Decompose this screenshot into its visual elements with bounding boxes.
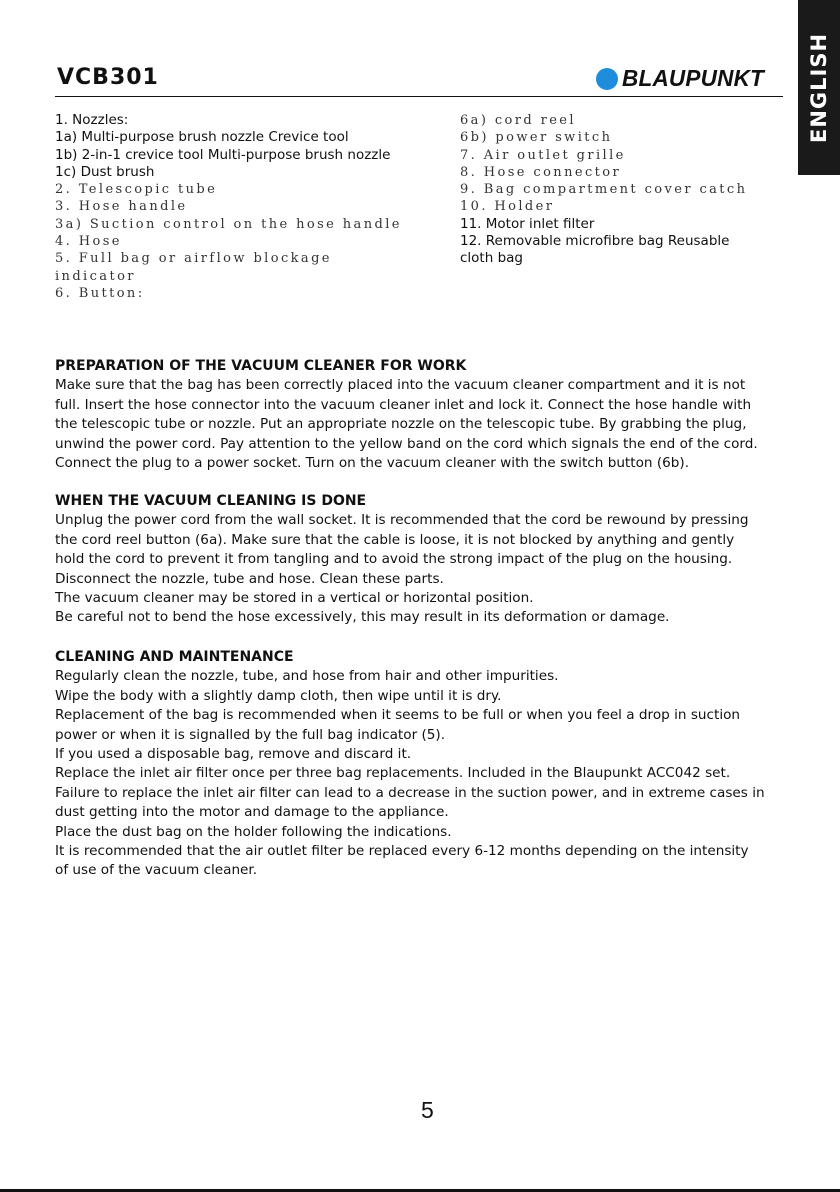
paragraph-line: Disconnect the nozzle, tube and hose. Clean these parts. bbox=[55, 570, 444, 587]
part-item: 1b) 2-in-1 crevice tool Multi-purpose brush nozzle bbox=[55, 146, 391, 163]
brand-logo bbox=[596, 65, 767, 92]
paragraph-line: Replacement of the bag is recommended when it seems to be full or when you feel a drop in suction bbox=[55, 707, 741, 724]
header-rule bbox=[55, 96, 783, 97]
paragraph-line: unwind the power cord. Pay attention to the yellow band on the cord which signals the end of the cord. bbox=[55, 435, 758, 452]
page-number: 5 bbox=[421, 1097, 434, 1123]
section-cleaning-maintenance bbox=[55, 648, 790, 881]
language-tab bbox=[798, 0, 840, 175]
part-item: 10. Holder bbox=[460, 199, 555, 215]
paragraph-line: the cord reel button (6a). Make sure that the cable is loose, it is not blocked by anything and gently bbox=[55, 531, 735, 548]
section-preparation bbox=[55, 357, 790, 473]
brand-dot-icon bbox=[596, 68, 618, 90]
paragraph-line: It is recommended that the air outlet filter be replaced every 6-12 months depending on the intensity bbox=[55, 843, 749, 860]
part-item: 4. Hose bbox=[55, 234, 122, 250]
part-item: 2. Telescopic tube bbox=[55, 182, 218, 198]
part-item: 8. Hose connector bbox=[460, 164, 622, 180]
section-after-cleaning bbox=[55, 492, 790, 628]
section-heading: WHEN THE VACUUM CLEANING IS DONE bbox=[55, 493, 367, 509]
paragraph-line: full. Insert the hose connector into the vacuum cleaner inlet and lock it. Connect the hose handle with bbox=[55, 396, 752, 413]
paragraph-line: The vacuum cleaner may be stored in a vertical or horizontal position. bbox=[55, 590, 534, 607]
paragraph-line: If you used a disposable bag, remove and discard it. bbox=[55, 746, 412, 763]
part-item: cloth bag bbox=[460, 250, 523, 267]
parts-list-right bbox=[460, 112, 790, 268]
part-item: 1c) Dust brush bbox=[55, 163, 155, 180]
part-item: indicator bbox=[55, 268, 136, 284]
paragraph-line: Regularly clean the nozzle, tube, and hose from hair and other impurities. bbox=[55, 668, 559, 685]
part-item: 5. Full bag or airflow blockage bbox=[55, 251, 332, 267]
paragraph-line: Failure to replace the inlet air filter can lead to a decrease in the suction power, and in extreme cases in bbox=[55, 784, 765, 801]
paragraph-line: dust getting into the motor and damage to the appliance. bbox=[55, 804, 449, 821]
paragraph-line: the telescopic tube or nozzle. Put an appropriate nozzle on the telescopic tube. By grabbing the plug, bbox=[55, 416, 747, 433]
paragraph-line: Place the dust bag on the holder following the indications. bbox=[55, 823, 452, 840]
paragraph-line: Be careful not to bend the hose excessively, this may result in its deformation or damage. bbox=[55, 609, 670, 626]
part-item: 11. Motor inlet filter bbox=[460, 215, 595, 232]
paragraph-line: Unplug the power cord from the wall socket. It is recommended that the cord be rewound by pressing bbox=[55, 512, 749, 529]
paragraph-line: hold the cord to prevent it from tangling and to avoid the strong impact of the plug on the housing. bbox=[55, 551, 733, 568]
part-item: 6a) cord reel bbox=[460, 113, 576, 128]
brand-name: BLAUPUNKT bbox=[622, 65, 765, 91]
part-item: 6b) power switch bbox=[460, 130, 613, 146]
section-heading: CLEANING AND MAINTENANCE bbox=[55, 649, 294, 665]
paragraph-line: Make sure that the bag has been correctly placed into the vacuum cleaner compartment and it is not bbox=[55, 377, 746, 394]
part-item: 6. Button: bbox=[55, 285, 145, 301]
part-item: 9. Bag compartment cover catch bbox=[460, 182, 748, 198]
language-tab-label: ENGLISH bbox=[807, 32, 831, 143]
paragraph-line: Connect the plug to a power socket. Turn on the vacuum cleaner with the switch button (6b). bbox=[55, 455, 690, 472]
paragraph-line: of use of the vacuum cleaner. bbox=[55, 862, 258, 879]
part-item: 12. Removable microfibre bag Reusable bbox=[460, 233, 730, 250]
part-item: 1. Nozzles: bbox=[55, 112, 129, 128]
part-item: 7. Air outlet grille bbox=[460, 147, 626, 163]
part-item: 3. Hose handle bbox=[55, 199, 188, 215]
section-heading: PREPARATION OF THE VACUUM CLEANER FOR WORK bbox=[55, 358, 467, 374]
part-item: 1a) Multi-purpose brush nozzle Crevice tool bbox=[55, 129, 349, 146]
paragraph-line: power or when it is signalled by the full bag indicator (5). bbox=[55, 726, 446, 743]
parts-list-left bbox=[55, 112, 435, 302]
part-item: 3a) Suction control on the hose handle bbox=[55, 216, 402, 232]
model-number: VCB301 bbox=[57, 65, 159, 90]
paragraph-line: Replace the inlet air filter once per three bag replacements. Included in the Blaupunkt ACC042 set. bbox=[55, 765, 731, 782]
paragraph-line: Wipe the body with a slightly damp cloth, then wipe until it is dry. bbox=[55, 687, 502, 704]
